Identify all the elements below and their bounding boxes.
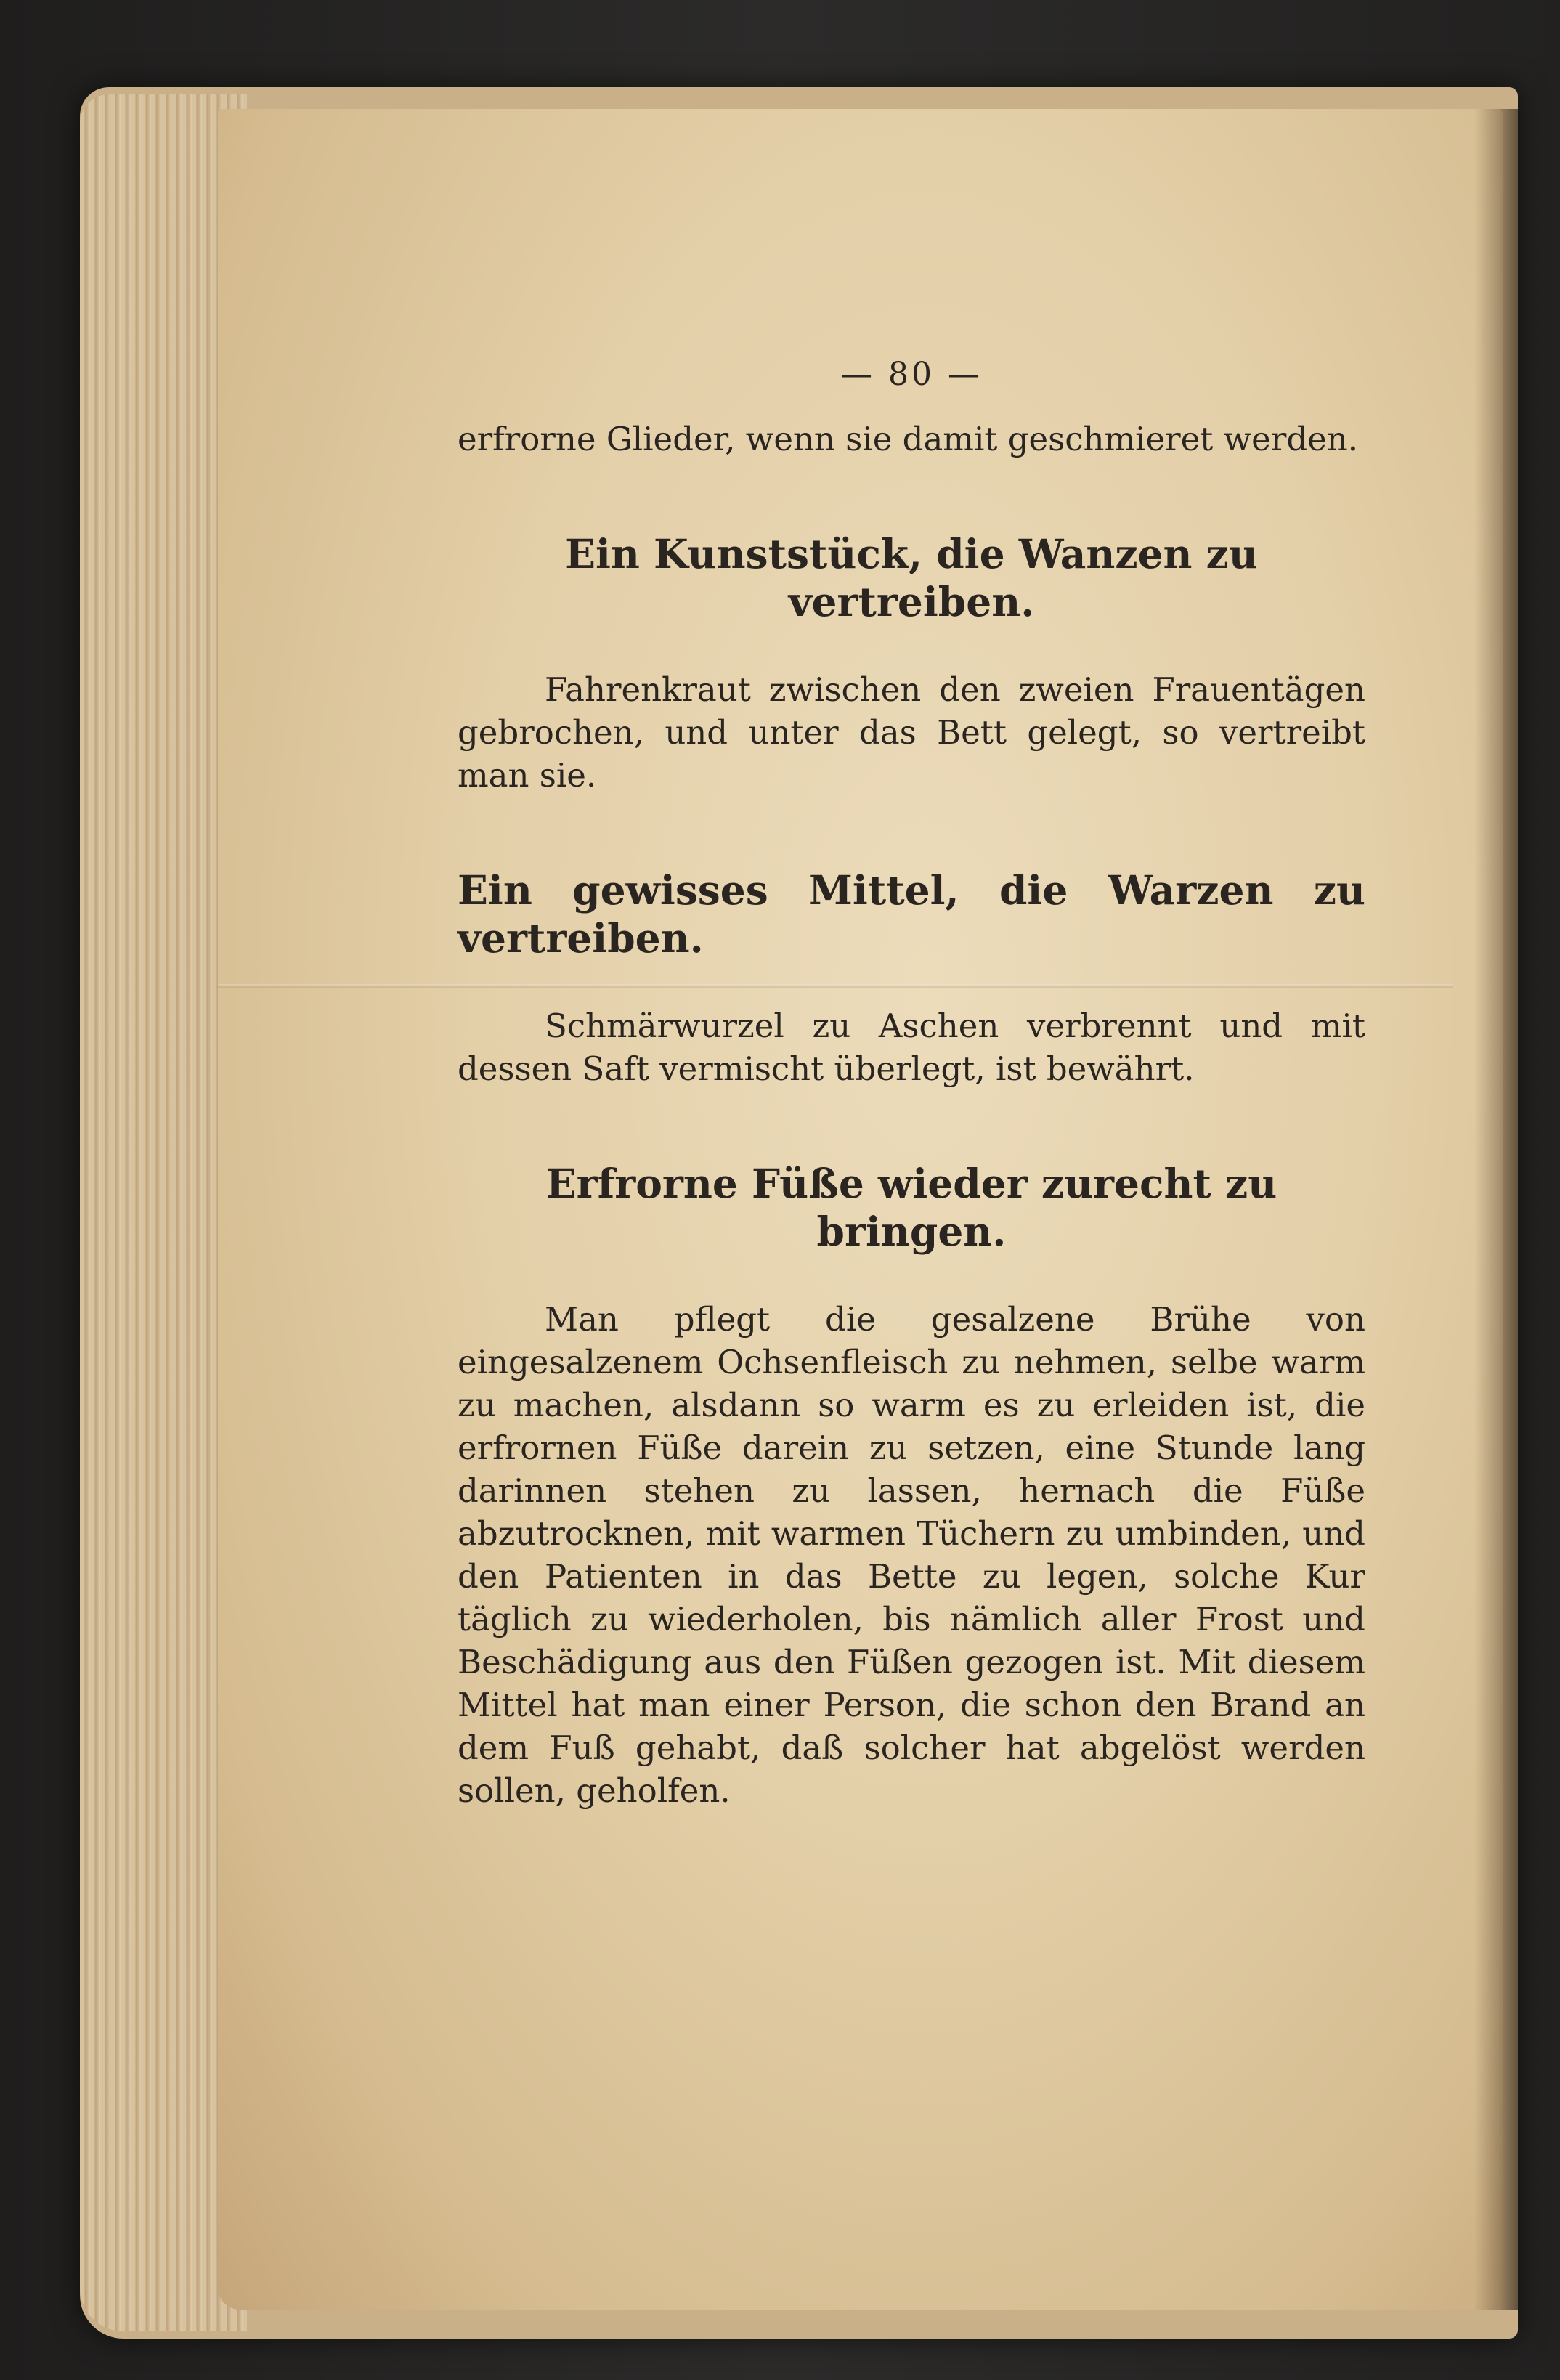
section-body-warzen: Schmärwurzel zu Aschen verbrennt und mit dessen Saft vermischt überlegt, ist bewährt. (458, 1007, 1365, 1088)
section-body-wanzen: Fahrenkraut zwischen den zweien Frauentägen gebrochen, und unter das Bett gelegt, so vertreibt man sie. (458, 670, 1365, 795)
page-text (458, 356, 1365, 1812)
section-heading-wanzen: Ein Kunststück, die Wanzen zu vertreiben. (565, 530, 1258, 625)
spine-shadow (1474, 109, 1518, 2310)
section-heading-erfrorne-fuesse: Erfrorne Füße wieder zurecht zu bringen. (545, 1160, 1277, 1255)
page-number: — 80 — (840, 356, 983, 393)
section-heading-warzen: Ein gewisses Mittel, die Warzen zu vertreiben. (458, 866, 1365, 962)
section-body-erfrorne-fuesse: Man pflegt die gesalzene Brühe von eingesalzenem Ochsenfleisch zu nehmen, selbe warm zu machen, alsdann so warm es zu erleiden ist, die erfrornen Füße darein zu setzen, eine Stunde lang darinnen stehen zu lassen, hernach die Füße abzutrocknen, mit warmen Tüchern zu umbinden, und den Patienten in das Bette zu legen, solche Kur täglich zu wiederholen, bis nämlich aller Frost und Beschädigung aus den Füßen gezogen ist. Mit diesem Mittel hat man einer Person, die schon den Brand an dem Fuß gehabt, daß solcher hat abgelöst werden sollen, geholfen. (458, 1300, 1365, 1810)
intro-paragraph: erfrorne Glieder, wenn sie damit geschmieret werden. (458, 420, 1359, 458)
